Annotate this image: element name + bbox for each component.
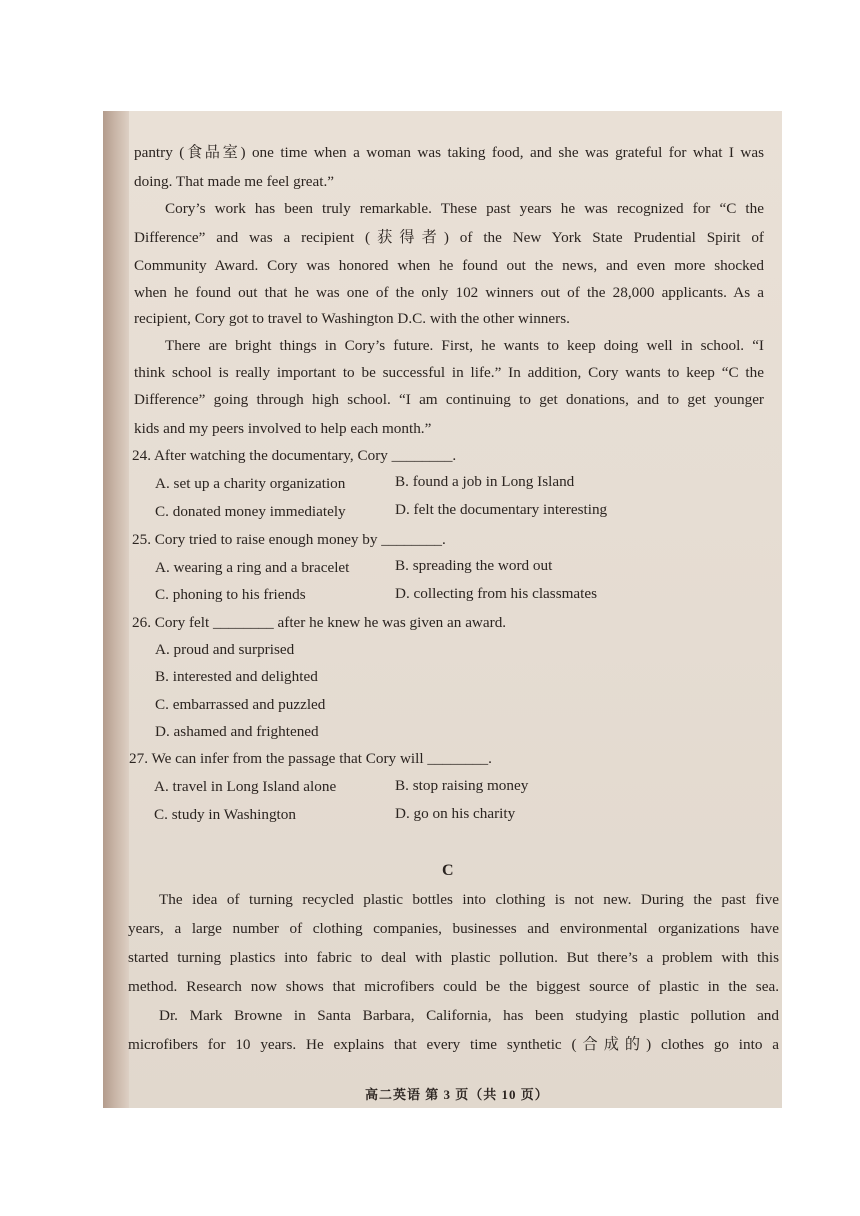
question-24-option-d: D. felt the documentary interesting [395,501,608,518]
page-footer: 高二英语 第 3 页（共 10 页） [365,1087,549,1102]
section-c-heading: C [442,862,454,879]
question-26-stem: 26. Cory felt ________ after he knew he was given an award. [132,614,507,631]
section-c-line-4: method. Research now shows that microfibers could be the biggest source of plastic in the sea. [128,978,779,995]
question-24-option-b: B. found a job in Long Island [395,473,575,490]
passage-b-line-7: recipient, Cory got to travel to Washington D.C. with the other winners. [134,310,570,327]
section-c-line-6: microfibers for 10 years. He explains that every time synthetic (合成的) clothes go into a [128,1036,779,1053]
section-c-line-1: The idea of turning recycled plastic bottles into clothing is not new. During the past five [159,891,779,908]
question-25-option-c: C. phoning to his friends [155,586,306,603]
question-26-option-b: B. interested and delighted [155,668,318,685]
question-25-option-b: B. spreading the word out [395,557,553,574]
passage-b-line-4: Difference” and was a recipient (获得者) of the New York State Prudential Spirit of [134,229,764,246]
question-25-option-a: A. wearing a ring and a bracelet [155,559,350,576]
question-27-stem: 27. We can infer from the passage that Cory will ________. [129,750,492,767]
question-24-option-c: C. donated money immediately [155,503,346,520]
section-c-line-3: started turning plastics into fabric to deal with plastic pollution. But there’s a problem with this [128,949,779,966]
question-26-option-d: D. ashamed and frightened [155,723,319,740]
question-25-stem: 25. Cory tried to raise enough money by ________. [132,531,446,548]
photographed-page [103,111,782,1108]
passage-b-line-5: Community Award. Cory was honored when he found out the news, and even more shocked [134,257,764,274]
question-27-option-b: B. stop raising money [395,777,529,794]
passage-b-line-3: Cory’s work has been truly remarkable. These past years he was recognized for “C the [165,200,764,217]
passage-b-line-10: Difference” going through high school. “I am continuing to get donations, and to get younger [134,391,764,408]
question-24-stem: 24. After watching the documentary, Cory ________. [132,447,457,464]
question-25-option-d: D. collecting from his classmates [395,585,598,602]
page-text [103,111,782,1108]
passage-b-line-8: There are bright things in Cory’s future. First, he wants to keep doing well in school. “I [165,337,764,354]
question-27-option-c: C. study in Washington [154,806,296,823]
passage-b-line-1: pantry (食品室) one time when a woman was taking food, and she was grateful for what I was [134,144,764,161]
question-27-option-d: D. go on his charity [395,805,516,822]
section-c-line-2: years, a large number of clothing companies, businesses and environmental organizations have [128,920,779,937]
passage-b-line-9: think school is really important to be successful in life.” In addition, Cory wants to keep “C the [134,364,764,381]
passage-b-line-6: when he found out that he was one of the only 102 winners out of the 28,000 applicants. As a [134,284,764,301]
section-c-line-5: Dr. Mark Browne in Santa Barbara, California, has been studying plastic pollution and [159,1007,779,1024]
passage-b-line-11: kids and my peers involved to help each month.” [134,420,432,437]
question-27-option-a: A. travel in Long Island alone [154,778,337,795]
question-24-option-a: A. set up a charity organization [155,475,346,492]
question-26-option-a: A. proud and surprised [155,641,295,658]
passage-b-line-2: doing. That made me feel great.” [134,173,335,190]
question-26-option-c: C. embarrassed and puzzled [155,696,326,713]
